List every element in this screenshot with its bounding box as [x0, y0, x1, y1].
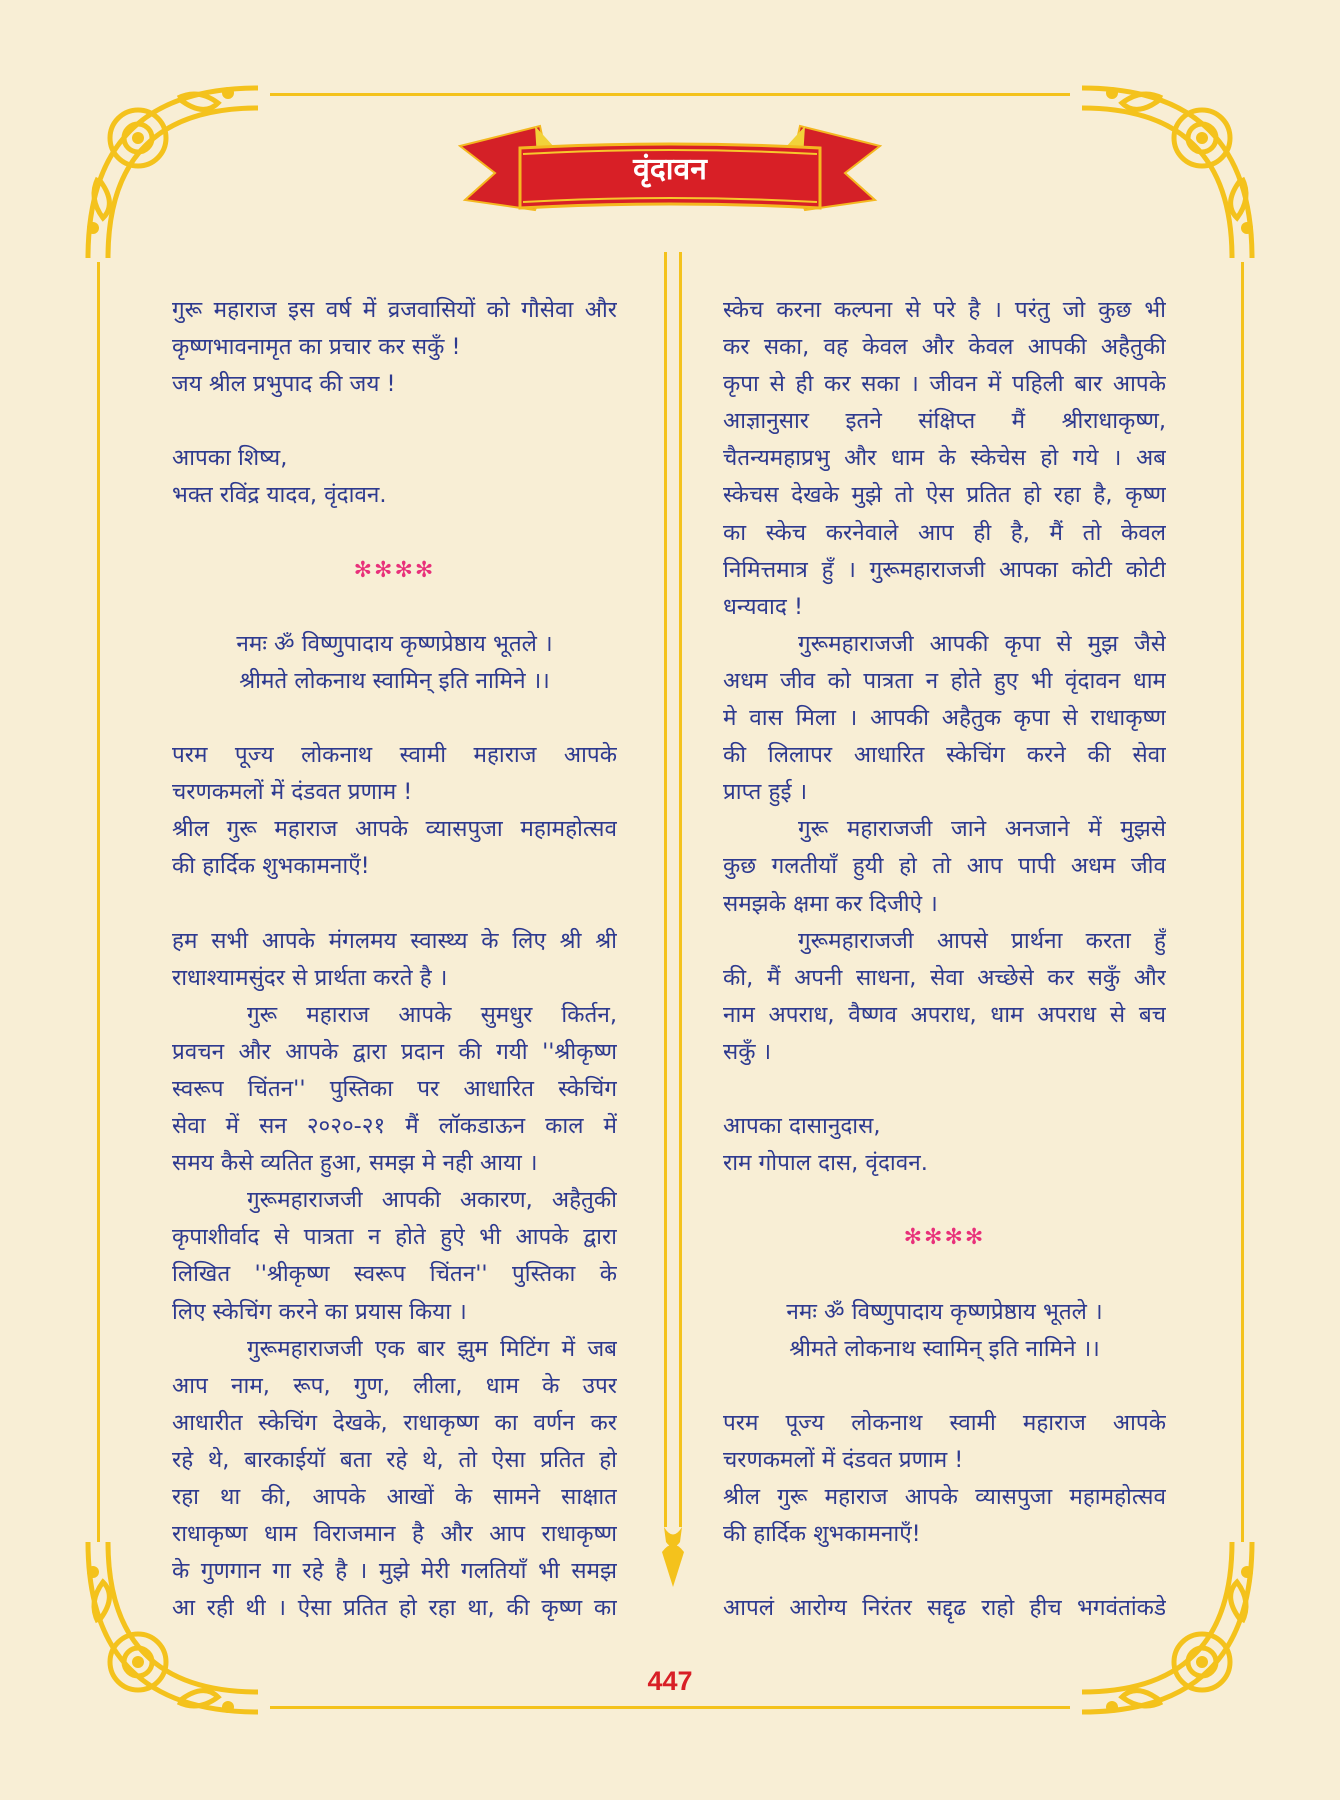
text-line: कर सका, वह केवल और केवल आपकी अहैतुकी — [723, 334, 1166, 361]
column-divider — [660, 252, 686, 1592]
blank-line — [723, 1368, 1166, 1405]
left-column — [172, 292, 617, 1627]
text-line: गुरू महाराज आपके सुमधुर किर्तन, — [247, 1001, 617, 1028]
frame-left-line — [97, 262, 100, 1542]
text-line: अधम जीव को पात्रता न होते हुए भी वृंदावन धाम — [723, 667, 1166, 694]
text-line: गुरूमहाराजजी एक बार झुम मिटिंग में जब — [247, 1335, 617, 1362]
text-line: परम पूज्य लोकनाथ स्वामी महाराज आपके — [172, 742, 617, 769]
text-line: सकुँ । — [723, 1038, 772, 1065]
text-line: स्वरूप चिंतन'' पुस्तिका पर आधारित स्केचिंग — [172, 1075, 617, 1102]
blank-line — [172, 700, 617, 737]
text-line: रहा था की, आपके आखों के सामने साक्षात — [172, 1484, 617, 1510]
frame-top-line — [270, 93, 1070, 96]
frame-bottom-line — [270, 1706, 1070, 1709]
text-line: सेवा में सन २०२०-२१ मैं लॉकडाऊन काल में — [172, 1113, 617, 1140]
text-line: के गुणगान गा रहे है । मुझे मेरी गलतियाँ भी समझ — [172, 1558, 617, 1585]
blank-line — [172, 589, 617, 626]
section-separator-stars: ✻✻✻✻ — [353, 557, 436, 583]
text-line: समझके क्षमा कर दिजीऐ । — [723, 890, 938, 917]
text-line: गुरूमहाराजजी आपसे प्रार्थना करता हुँ — [798, 927, 1166, 954]
frame-right-line — [1241, 262, 1244, 1542]
text-line: आप नाम, रूप, गुण, लीला, धाम के उपर — [172, 1372, 617, 1399]
text-line: कृपाशीर्वाद से पात्रता न होते हुऐ भी आपके द्वारा — [172, 1224, 617, 1251]
text-line: की हार्दिक शुभकामनाएँ! — [723, 1521, 921, 1548]
text-line: निमित्तमात्र हुँ । गुरूमहाराजजी आपका कोटी कोटी — [723, 556, 1166, 583]
text-line: गुरूमहाराजजी आपकी कृपा से मुझ जैसे — [798, 630, 1166, 657]
text-line: प्रवचन और आपके द्वारा प्रदान की गयी ''श्रीकृष्ण — [172, 1038, 617, 1065]
text-line: चैतन्यमहाप्रभु और धाम के स्केचेस हो गये । अब — [723, 445, 1166, 472]
page-number: 447 — [647, 1666, 693, 1696]
blank-line — [723, 1256, 1166, 1293]
text-line: गुरू महाराजजी जाने अनजाने में मुझसे — [798, 816, 1166, 843]
text-line: लिए स्केचिंग करने का प्रयास किया । — [172, 1298, 467, 1325]
text-line: कृष्णभावनामृत का प्रचार कर सकुँ ! — [172, 334, 461, 361]
text-line: श्रीमते लोकनाथ स्वामिन् इति नामिने ।। — [239, 667, 550, 694]
blank-line — [723, 1553, 1166, 1590]
text-line: परम पूज्य लोकनाथ स्वामी महाराज आपके — [723, 1409, 1166, 1436]
corner-ornament-top-right-icon — [1062, 78, 1262, 278]
text-line: आपलं आरोग्य निरंतर सद्दृढ राहो हीच भगवंतांकडे — [723, 1595, 1166, 1622]
corner-ornament-top-left-icon — [78, 78, 278, 278]
text-line: राधाश्यामसुंदर से प्रार्थता करते है । — [172, 964, 448, 991]
text-line: श्रील गुरू महाराज आपके व्यासपुजा महामहोत्सव — [172, 816, 617, 843]
text-line: प्राप्त हुई । — [723, 779, 808, 806]
text-line: मे वास मिला । आपकी अहैतुक कृपा से राधाकृष्ण — [723, 705, 1166, 732]
text-line: चरणकमलों में दंडवत प्रणाम ! — [723, 1446, 964, 1473]
text-line: गुरूमहाराजजी आपकी अकारण, अहैतुकी — [247, 1187, 617, 1214]
text-line: राम गोपाल दास, वृंदावन. — [723, 1150, 928, 1177]
text-line: की हार्दिक शुभकामनाएँ! — [172, 853, 370, 880]
text-line: आधारीत स्केचिंग देखके, राधाकृष्ण का वर्णन कर — [172, 1409, 617, 1436]
text-line: नाम अपराध, वैष्णव अपराध, धाम अपराध से बच — [723, 1001, 1166, 1028]
text-line: स्केचस देखके मुझे तो ऐस प्रतित हो रहा है, कृष्ण — [723, 482, 1166, 509]
text-line: गुरू महाराज इस वर्ष में व्रजवासियों को गौसेवा और — [172, 297, 617, 323]
text-line: नमः ॐ विष्णुपादाय कृष्णप्रेष्ठाय भूतले । — [236, 630, 553, 657]
blank-line — [172, 403, 617, 440]
blank-line — [172, 515, 617, 552]
blank-line — [172, 886, 617, 923]
text-line: भक्त रविंद्र यादव, वृंदावन. — [172, 482, 387, 509]
text-line: राधाकृष्ण धाम विराजमान है और आप राधाकृष्ण — [172, 1521, 617, 1548]
text-line: रहे थे, बारकाईयॉ बता रहे थे, तो ऐसा प्रतित हो — [172, 1446, 617, 1473]
page-title: वृंदावन — [633, 152, 707, 187]
text-line: चरणकमलों में दंडवत प्रणाम ! — [172, 779, 413, 806]
text-line: हम सभी आपके मंगलमय स्वास्थ्य के लिए श्री श्री — [172, 927, 617, 954]
text-line: आ रही थी । ऐसा प्रतित हो रहा था, की कृष्ण का — [172, 1595, 617, 1622]
text-line: समय कैसे व्यतित हुआ, समझ मे नही आया । — [172, 1150, 538, 1177]
pendant-drop-icon — [662, 1545, 684, 1588]
text-line: जय श्रील प्रभुपाद की जय ! — [172, 371, 396, 398]
text-line: कुछ गलतीयाँ हुयी हो तो आप पापी अधम जीव — [723, 853, 1166, 880]
text-line: की, मैं अपनी साधना, सेवा अच्छेसे कर सकुँ और — [723, 964, 1166, 991]
section-separator-stars: ✻✻✻✻ — [903, 1225, 986, 1251]
text-line: लिखित ''श्रीकृष्ण स्वरूप चिंतन'' पुस्तिका के — [172, 1261, 617, 1288]
blank-line — [723, 1071, 1166, 1108]
text-line: की लिलापर आधारित स्केचिंग करने की सेवा — [723, 742, 1166, 769]
text-line: श्रील गुरू महाराज आपके व्यासपुजा महामहोत्सव — [723, 1484, 1166, 1510]
right-column — [723, 292, 1166, 1627]
text-line: आपका शिष्य, — [172, 445, 288, 472]
text-line: का स्केच करनेवाले आप ही है, मैं तो केवल — [723, 519, 1166, 546]
text-line: आज्ञानुसार इतने संक्षिप्त मैं श्रीराधाकृष्ण, — [723, 408, 1166, 435]
text-line: नमः ॐ विष्णुपादाय कृष्णप्रेष्ठाय भूतले । — [786, 1298, 1103, 1325]
text-line: धन्यवाद ! — [723, 593, 803, 620]
text-line: कृपा से ही कर सका । जीवन में पहिली बार आपके — [723, 371, 1166, 398]
blank-line — [723, 1182, 1166, 1219]
text-line: स्केच करना कल्पना से परे है । परंतु जो कुछ भी — [723, 297, 1166, 323]
text-line: आपका दासानुदास, — [723, 1113, 881, 1140]
text-line: श्रीमते लोकनाथ स्वामिन् इति नामिने ।। — [789, 1335, 1100, 1362]
